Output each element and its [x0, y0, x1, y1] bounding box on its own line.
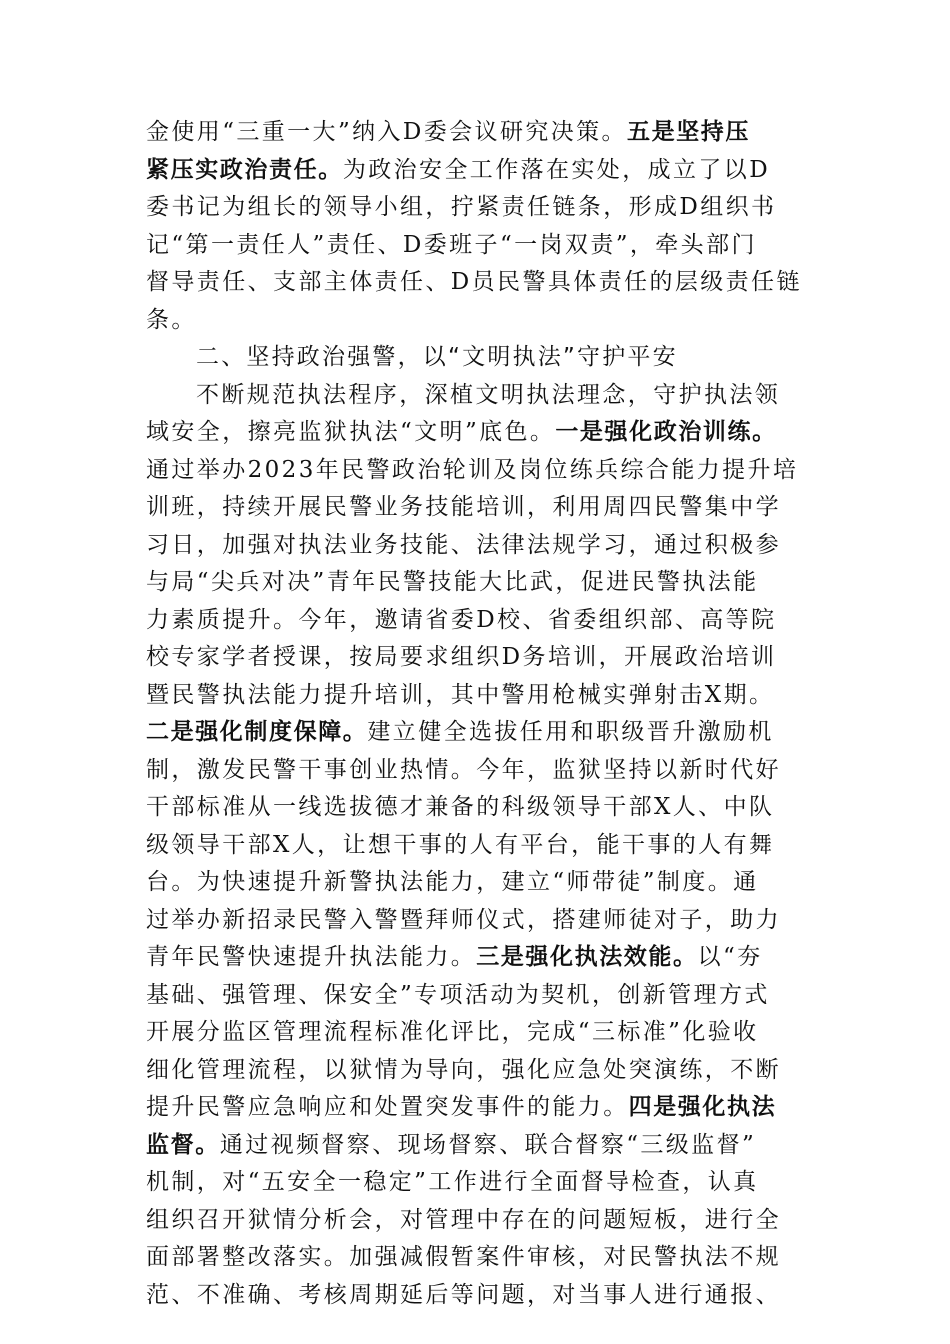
text-line	[146, 414, 816, 452]
body-text: 基础、强管理、保安全”专项活动为契机，创新管理方式	[146, 981, 770, 1008]
body-text: 训班，持续开展民警业务技能培训，利用周四民警集中学	[146, 494, 781, 520]
body-text: 习日，加强对执法业务技能、法律法规学习，通过积极参	[146, 531, 781, 558]
bold-lead-phrase: 紧压实政治责任。	[146, 156, 343, 183]
body-text: 组织召开狱情分析会，对管理中存在的问题短板，进行全	[146, 1206, 781, 1233]
text-line	[146, 1239, 816, 1277]
bold-lead-phrase: 五是坚持压	[626, 119, 750, 145]
text-line	[146, 752, 816, 790]
text-line	[146, 977, 816, 1015]
body-text: 金使用“三重一大”纳入D委会议研究决策。	[146, 119, 627, 145]
text-line	[146, 939, 816, 977]
body-text: 提升民警应急响应和处置突发事件的能力。	[146, 1094, 629, 1120]
document-body	[146, 114, 816, 1314]
text-line	[146, 902, 816, 940]
body-text: 通过举办2023年民警政治轮训及岗位练兵综合能力提升培	[146, 456, 799, 483]
text-line	[146, 189, 816, 227]
text-line	[146, 714, 816, 752]
body-text: 青年民警快速提升执法能力。	[146, 944, 477, 970]
bold-lead-phrase: 三是强化执法效能。	[476, 944, 698, 970]
text-line	[146, 602, 816, 640]
body-text: 与局“尖兵对决”青年民警技能大比武，促进民警执法能	[146, 569, 759, 595]
bold-lead-phrase: 二是强化制度保障。	[146, 719, 368, 745]
body-text: 开展分监区管理流程标准化评比，完成“三标准”化验收	[146, 1019, 759, 1045]
section-heading: 二、坚持政治强警，以“文明执法”守护平安	[196, 344, 678, 370]
body-text: 通过视频督察、现场督察、联合督察“三级监督”	[219, 1131, 757, 1158]
body-text: 委书记为组长的领导小组，拧紧责任链条，形成D组织书	[146, 194, 777, 220]
text-line	[146, 339, 816, 377]
text-line	[146, 639, 816, 677]
text-line	[146, 302, 816, 340]
text-line	[146, 1164, 816, 1202]
text-line	[146, 1277, 816, 1315]
body-text: 暨民警执法能力提升培训，其中警用枪械实弹射击X期。	[146, 681, 775, 708]
bold-lead-phrase: 四是强化执法	[628, 1094, 777, 1120]
body-text: 机制，对“五安全一稳定”工作进行全面督导检查，认真	[146, 1169, 759, 1195]
text-line	[146, 152, 816, 190]
text-line	[146, 827, 816, 865]
body-text: 以“夯	[697, 944, 763, 970]
body-text: 制，激发民警干事创业热情。今年，监狱坚持以新时代好	[146, 756, 781, 783]
text-line	[146, 264, 816, 302]
text-line	[146, 527, 816, 565]
body-text: 台。为快速提升新警执法能力，建立“师带徒”制度。通	[146, 869, 759, 895]
text-line	[146, 489, 816, 527]
text-line	[146, 114, 816, 152]
text-line	[146, 789, 816, 827]
body-text: 力素质提升。今年，邀请省委D校、省委组织部、高等院	[146, 606, 777, 633]
body-text: 不断规范执法程序，深植文明执法理念，守护执法领	[196, 381, 781, 408]
text-line	[146, 1089, 816, 1127]
body-text: 干部标准从一线选拔德才兼备的科级领导干部X人、中队	[146, 794, 775, 820]
body-text: 校专家学者授课，按局要求组织D务培训，开展政治培训	[146, 644, 777, 670]
text-line	[146, 1052, 816, 1090]
text-line	[146, 564, 816, 602]
text-line	[146, 1014, 816, 1052]
body-text: 面部署整改落实。加强减假暂案件审核，对民警执法不规	[146, 1244, 781, 1270]
bold-lead-phrase: 一是强化政治训练。	[555, 419, 777, 445]
body-text: 督导责任、支部主体责任、D员民警具体责任的层级责任链	[146, 269, 802, 295]
body-text: 记“第一责任人”责任、D委班子“一岗双责”，牵头部门	[146, 231, 757, 258]
body-text: 过举办新招录民警入警暨拜师仪式，搭建师徒对子，助力	[146, 906, 781, 933]
body-text: 条。	[146, 306, 197, 333]
body-text: 范、不准确、考核周期延后等问题，对当事人进行通报、	[146, 1281, 781, 1308]
text-line	[146, 227, 816, 265]
body-text: 建立健全选拔任用和职级晋升激励机	[367, 719, 774, 745]
text-line	[146, 1202, 816, 1240]
body-text: 细化管理流程，以狱情为导向，强化应急处突演练，不断	[146, 1056, 781, 1083]
text-line	[146, 452, 816, 490]
text-line	[146, 377, 816, 415]
body-text: 级领导干部X人，让想干事的人有平台，能干事的人有舞	[146, 831, 775, 858]
body-text: 域安全，擦亮监狱执法“文明”底色。	[146, 419, 556, 445]
text-line	[146, 864, 816, 902]
text-line	[146, 677, 816, 715]
bold-lead-phrase: 监督。	[146, 1131, 220, 1158]
text-line	[146, 1127, 816, 1165]
body-text: 为政治安全工作落在实处，成立了以D	[342, 156, 771, 183]
